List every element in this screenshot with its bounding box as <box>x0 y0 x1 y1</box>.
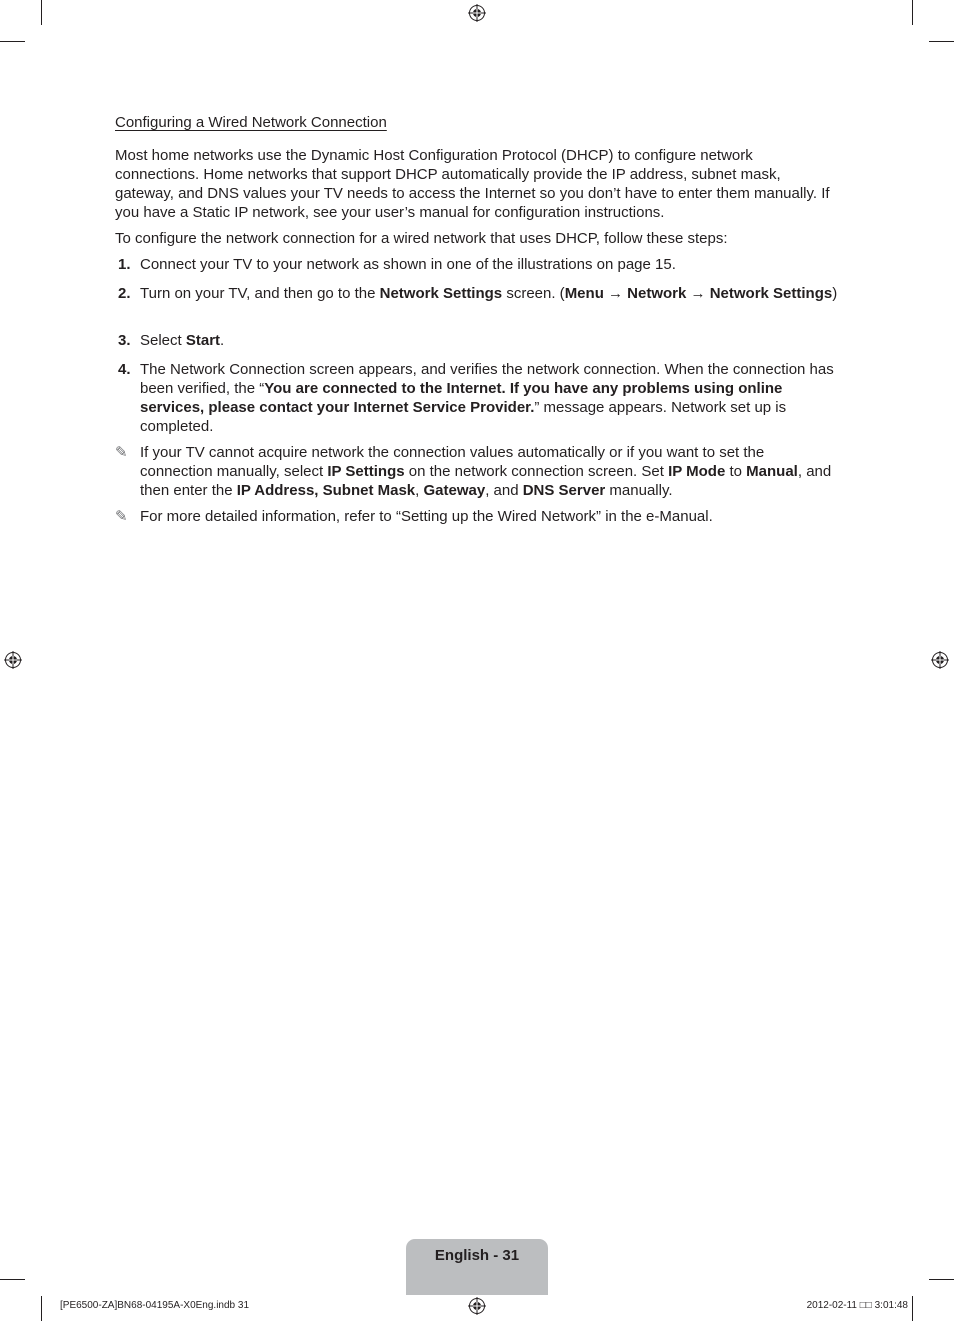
step-number: 2. <box>118 285 131 302</box>
crop-mark <box>0 41 25 42</box>
note-item <box>115 443 840 500</box>
crop-mark <box>912 0 913 25</box>
ui-term: Gateway <box>423 482 486 499</box>
intro-paragraph: Most home networks use the Dynamic Host Configuration Protocol (DHCP) to configure network connections. Home networks that support DHCP automatically provide the IP address, subnet mask, gateway, and DNS values your TV needs to access the Internet so you don’t have to enter them manually. If you have a Static IP network, see your user’s manual for configuration instructions. <box>115 147 830 221</box>
step-text: Connect your TV to your network as shown in one of the illustrations on page 15. <box>140 256 676 273</box>
registration-mark-icon <box>468 4 486 22</box>
step-item <box>115 360 840 436</box>
page-number-tab <box>406 1239 548 1295</box>
steps-intro: To configure the network connection for a wired network that uses DHCP, follow these steps: <box>115 230 728 247</box>
ui-term: Network Settings <box>379 285 503 302</box>
ui-term: IP Address, Subnet Mask <box>236 482 416 499</box>
crop-mark <box>41 0 42 25</box>
step-number: 1. <box>118 256 131 273</box>
step-item <box>115 284 840 303</box>
step-item <box>115 255 840 274</box>
registration-mark-icon <box>931 651 949 669</box>
step-number: 4. <box>118 361 131 378</box>
ui-term: Menu → Network → Network Settings <box>564 285 833 302</box>
crop-mark <box>41 1296 42 1321</box>
note-item <box>115 507 840 526</box>
registration-mark-icon <box>468 1297 486 1315</box>
crop-mark <box>929 1279 954 1280</box>
ui-term: IP Settings <box>327 463 405 480</box>
step-text: The Network Connection screen appears, and verifies the network connection. When the connection has been verified, the “You are connected to the Internet. If you have any problems using online services, please contact your Internet Service Provider.” message appears. Network set up is completed. <box>140 361 834 435</box>
ui-term: DNS Server <box>522 482 606 499</box>
ui-term: You are connected to the Internet. If you have any problems using online services, please contact your Internet Service Provider. <box>140 380 783 416</box>
pencil-note-icon: ✎ <box>115 444 128 461</box>
step-item <box>115 331 840 350</box>
note-text: For more detailed information, refer to “Setting up the Wired Network” in the e-Manual. <box>140 508 713 525</box>
pencil-note-icon: ✎ <box>115 508 128 525</box>
ui-term: Start <box>185 332 221 349</box>
crop-mark <box>912 1296 913 1321</box>
step-text: Turn on your TV, and then go to the Network Settings screen. (Menu → Network → Network Settings) <box>140 285 838 302</box>
crop-mark <box>0 1279 25 1280</box>
print-slug-file: [PE6500-ZA]BN68-04195A-X0Eng.indb 31 <box>60 1300 250 1311</box>
ui-term: Manual <box>746 463 798 480</box>
step-number: 3. <box>118 332 131 349</box>
step-text: Select Start. <box>140 332 225 349</box>
page-number-label: English - 31 <box>434 1247 520 1264</box>
registration-mark-icon <box>4 651 22 669</box>
print-slug-timestamp: 2012-02-11 □□ 3:01:48 <box>806 1300 908 1311</box>
crop-mark <box>929 41 954 42</box>
note-text: If your TV cannot acquire network the connection values automatically or if you want to set the connection manually, select IP Settings on the network connection screen. Set IP Mode to Manual, and then enter the IP Address, Subnet Mask, Gateway, and DNS Server manually. <box>140 444 832 499</box>
ui-term: IP Mode <box>668 463 726 480</box>
section-heading: Configuring a Wired Network Connection <box>115 114 387 131</box>
